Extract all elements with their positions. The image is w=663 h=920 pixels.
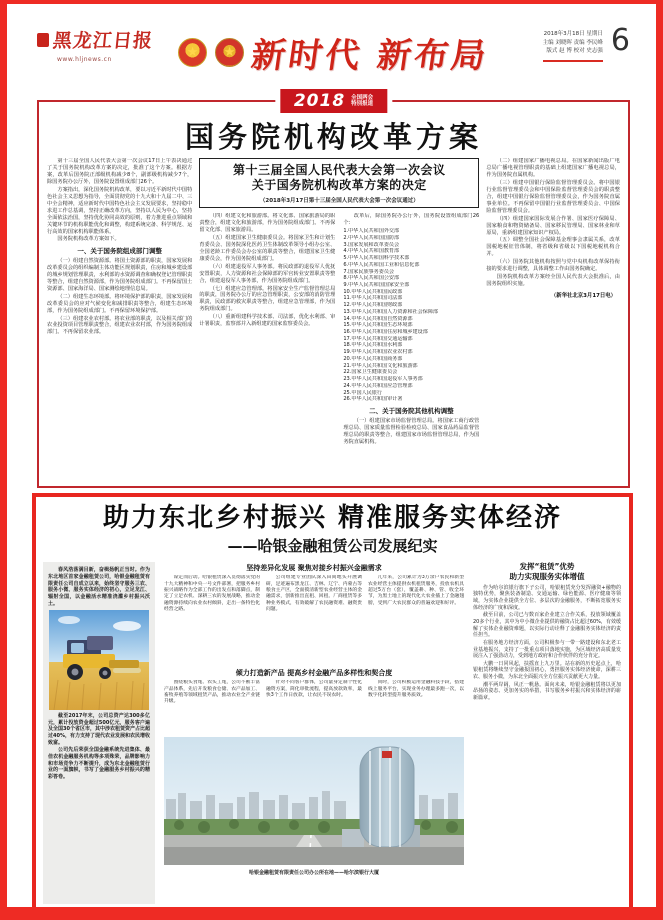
right-heading-line1: 发挥“租赁”优势 [519, 562, 575, 572]
top-column-1 [47, 158, 192, 466]
left-paras [48, 713, 150, 780]
top-middle-columns [199, 213, 479, 466]
bottom-left-column [43, 562, 155, 904]
bottom-article-columns [43, 562, 622, 904]
masthead [7, 4, 656, 84]
paragraph: 潮平两岸阔，风正一帆悬。面向未来，哈银金融租赁将以更加昂扬的姿态、更加务实的举措，书写服务乡村振兴和实体经济的崭新篇章。 [473, 681, 621, 702]
top-article [37, 91, 630, 488]
ministry-item: 21.中华人民共和国文化和旅游部 [343, 362, 418, 369]
sec2-col2 [266, 680, 362, 734]
top-article-columns [47, 158, 620, 466]
bottom-middle-column [164, 562, 464, 904]
paragraph: 公司先后荣获全国金融系统先进集体、最佳农机金融服务机构等多项殊荣，品牌影响力和市场竞争力不断提升，成为东北金融租赁行业的一面旗帜，书写了金融服务乡村振兴的精彩答卷。 [48, 747, 150, 780]
right-paras [473, 585, 621, 702]
paragraph: （一）组建国家市场监督管理总局。将国家工商行政管理总局、国家质量监督检验检疫总局、国家食品药品监督管理总局的职责等整合，组建国家市场监督管理总局，作为国务院直属机构。 [343, 417, 480, 445]
col4-paras [486, 158, 620, 287]
photo-caption: 哈银金融租赁有限责任公司办公所在地——哈尔滨银行大厦 [248, 870, 379, 877]
masthead-left [37, 26, 177, 63]
paragraph: 作为哈尔滨银行旗下子公司，哈银租赁充分发挥融资+融物的独特优势，聚焦装备制造、交通运输、绿色能源、医疗健康等领域，为实体企业提供全方位、多层次的金融服务，不断拓宽服务实体经济的广度和深度。 [473, 584, 621, 611]
ministry-item: 3.国家发展和改革委员会 [343, 241, 400, 248]
badge-lines [351, 95, 373, 108]
paragraph: 国务院机构改革方案经全国人民代表大会批准后，由国务院组织实施。 [486, 273, 620, 287]
ministry-item: 5.中华人民共和国科学技术部 [343, 255, 410, 262]
ministry-item: 6.中华人民共和国工业和信息化部 [343, 261, 420, 268]
edition-meta [543, 30, 603, 62]
harvester-photo [48, 610, 150, 710]
sec1-col3 [368, 575, 464, 667]
page-number: 6 [610, 23, 630, 58]
ministry-item: 16.中华人民共和国住房和城乡建设部 [343, 329, 428, 336]
paragraph: （五）调整全国社会保障基金理事会隶属关系，改革国税地税征管体制，将省级和省级以下国税地税机构合并。 [486, 237, 620, 258]
sec2-col1 [164, 680, 260, 734]
ministry-item: 13.中华人民共和国人力资源和社会保障部 [343, 308, 439, 315]
ministry-item: 9.中华人民共和国国家安全部 [343, 282, 410, 288]
right-heading-line2: 助力实现服务实体增值 [509, 572, 585, 582]
ministry-item: 17.中华人民共和国交通运输部 [343, 335, 413, 342]
col3-paras-b [343, 418, 479, 446]
banner-title: 新时代 新布局 [248, 36, 492, 76]
ministry-item: 25.中国人民银行 [343, 389, 382, 396]
ministry-item: 22.国家卫生健康委员会 [343, 369, 398, 376]
paragraph: 方案指出，深化国务院机构改革，要以习近平新时代中国特色社会主义思想为指导，全面贯彻党的十九大和十九届二中、三中全会精神，适应新时代中国特色社会主义发展要求，坚持稳中求进工作总基调，坚持正确改革方向，坚持以人民为中心，坚持全面依法治国，坚持优化协同高效的原则，着力推进重点领域和关键环节的机构职能优化和调整，构建系统完备、科学规范、运行高效的国家机构职能体系。 [47, 187, 193, 235]
paragraph: （四）组建文化和旅游部。将文化部、国家旅游局的职责整合，组建文化和旅游部，作为国务院组成部门。不再保留文化部、国家旅游局。 [199, 213, 336, 234]
subhead-1: 坚持差异化发展 聚焦对接乡村振兴金融需求 [246, 564, 382, 573]
decision-line1: 第十三届全国人民代表大会第一次会议 [233, 163, 446, 178]
sec1-col1 [164, 575, 260, 667]
paragraph: （七）组建应急管理部。将国家安全生产监督管理总局的职责，国务院办公厅的应急管理职责，公安部的消防管理职责，民政部的救灾职责等整合，组建应急管理部，作为国务院组成部门。 [199, 285, 336, 313]
sec2-col3 [368, 680, 464, 734]
ministry-item: 11.中华人民共和国司法部 [343, 295, 403, 302]
paragraph: 同时，公司积极运用金融科技手段，搭建线上服务平台，实现业务办理最多跑一次，以数字化转型提升服务质效。 [368, 680, 464, 699]
ministry-item: 24.中华人民共和国应急管理部 [343, 382, 413, 389]
cppcc-emblem-icon: ★ [215, 38, 244, 67]
national-emblem-icon: ★ [178, 38, 207, 67]
paragraph: 几年来，公司累计为3万余户农民和新型农业经营主体提供农机租赁服务，投放农机具超过5万台（套），覆盖耕、种、管、收全环节，为黑土地上的现代化大农业插上了金融翅膀，受到广大农民群众的普遍欢迎和好评。 [368, 575, 464, 606]
badge-year: 2018 [293, 91, 346, 111]
ministry-item: 12.中华人民共和国财政部 [343, 302, 403, 309]
paragraph: （二）组建生态环境部。将环境保护部的职责，国家发展和改革委员会的应对气候变化和减排职责等整合，组建生态环境部，作为国务院组成部门。不再保留环境保护部。 [47, 293, 193, 314]
newspaper-url: www.hljnews.cn [57, 56, 112, 63]
paragraph: （三）组建中国银行保险监督管理委员会。将中国银行业监督管理委员会和中国保险监督管理委员会的职责整合，组建中国银行保险监督管理委员会，作为国务院直属事业单位。不再保留中国银行业监督管理委员会、中国保险监督管理委员会。 [486, 180, 620, 214]
top-column-3 [343, 213, 479, 466]
decision-line2: 关于国务院机构改革方案的决定 [251, 178, 427, 193]
ministry-item: 23.中华人民共和国退役军人事务部 [343, 376, 423, 383]
tower-shape [360, 747, 414, 847]
bottom-article [32, 493, 633, 917]
paragraph: 公司组建专业团队深入田间地头开展调研，足迹遍布黑龙江、吉林、辽宁、内蒙古等粮食主产区，全面摸清新型农业经营主体的金融需求，创新推出直租、回租、厂商租赁等多种业务模式，有效破解了农民融资难、融资贵问题。 [266, 575, 362, 613]
section2-heading: 二、关于国务院其他机构调整 [369, 406, 454, 415]
paragraph: （五）组建国家卫生健康委员会。将国家卫生和计划生育委员会、国务院深化医药卫生体制改革领导小组办公室、全国老龄工作委员会办公室的职责等整合，组建国家卫生健康委员会，作为国务院组成部门。 [199, 235, 336, 262]
paragraph: （二）组建国家广播电视总局。在国家新闻出版广电总局广播电视管理职责的基础上组建国家广播电视总局，作为国务院直属机构。 [486, 158, 620, 179]
lede-paragraph: 春风浩荡满目新，奋楫扬帆正当时。作为东北地区首家金融租赁公司，哈银金融租赁有限责任公司自成立以来，始终坚守服务三农、服务小微、服务实体经济的初心，立足龙江、辐射全国，以金融活水精准浇灌乡村振兴沃土。 [48, 567, 150, 607]
ministry-item: 1.中华人民共和国外交部 [343, 228, 400, 235]
decision-note: （2018年3月17日第十三届全国人民代表大会第一次会议通过） [259, 198, 419, 205]
bank-tower-photo [164, 737, 464, 865]
ministry-item: 8.中华人民共和国公安部 [343, 275, 400, 282]
ministry-item: 18.中华人民共和国水利部 [343, 342, 403, 349]
newspaper-title: 黑龙江日报 [51, 30, 155, 52]
paragraph: 围绕粮头食尾、农头工尾，公司不断丰富产品体系，先后开发粮食仓储、农产品加工、畜牧养殖等领域租赁产品，推动农业全产业链升级。 [164, 680, 260, 705]
top-column-2 [199, 213, 335, 466]
sec1-col2 [266, 575, 362, 667]
ministry-item: 14.中华人民共和国自然资源部 [343, 315, 413, 322]
paragraph: （一）组建自然资源部。将国土资源部的职责，国家发展和改革委员会的组织编制主体功能区规划职责，住房和城乡建设部的城乡规划管理职责，水利部的水资源调查和确权登记管理职责等整合，组建自然资源部，作为国务院组成部门。不再保留国土资源部、国家海洋局、国家测绘地理信息局。 [47, 258, 193, 292]
ministry-item: 7.国家民族事务委员会 [343, 268, 395, 275]
section1-columns [164, 575, 464, 667]
ministry-item: 26.中华人民共和国审计署 [343, 396, 403, 403]
top-column-middle [199, 158, 479, 466]
special-report-badge [280, 89, 387, 113]
right-column-heading [473, 562, 621, 582]
paragraph: （四）组建国家国际发展合作署、国家医疗保障局、国家粮食和物资储备局、国家移民管理局、国家林业和草原局，重新组建国家知识产权局。 [486, 215, 620, 236]
edition-layout: 版式 赵 博 校对 史志强 [546, 48, 603, 55]
decision-title-box [199, 158, 479, 208]
subhead-2: 倾力打造新产品 提高乡村金融产品多样性和契合度 [235, 669, 393, 678]
newspaper-seal-icon [37, 33, 49, 47]
edition-editors: 主编 刘晓晖 责编 李民峰 [542, 39, 603, 46]
paragraph: 谋定而后动。哈银租赁深入贯彻落实党的十九大精神和中央一号文件部署，把服务乡村振兴战略作为全部工作的出发点和落脚点，制定了立足农机、深耕三农的发展战略，推动金融资源持续向农业农村倾斜，走出一条特色化经营之路。 [164, 575, 260, 613]
ministry-item: 15.中华人民共和国生态环境部 [343, 322, 413, 329]
col1-paras-a [47, 158, 192, 243]
edition-date: 2018年3月18日 星期日 [543, 31, 603, 37]
section2-columns [164, 680, 464, 734]
section1-heading: 一、关于国务院组成部门调整 [77, 247, 162, 256]
masthead-right [490, 23, 630, 62]
ministries-intro: 改革后，除国务院办公厅外，国务院设置组成部门26个： [343, 213, 480, 227]
paragraph: 针对不同客户群体，公司量身定制个性化融资方案，简化审批流程，提高放款效率，最快3个工作日放款，让农民不误农时。 [266, 680, 362, 699]
paragraph: （三）组建农业农村部。将农业部的职责，以及相关部门的农业投资项目管理职责整合，组建农业农村部，作为国务院组成部门。不再保留农业部。 [47, 315, 193, 336]
ministries-list [343, 228, 479, 403]
logo-row [37, 26, 177, 53]
top-article-headline: 国务院机构改革方案 [184, 120, 482, 154]
paragraph: 在服务地方经济方面，公司积极参与一带一路建设和东北老工业基地振兴，支持了一批重点项目落地实施，为区域经济高质量发展注入了强劲动力，受到地方政府和合作伙伴的充分肯定。 [473, 639, 621, 660]
bottom-article-headline: 助力东北乡村振兴 精准服务实体经济 [102, 503, 563, 533]
paragraph: 第十三届全国人民代表大会第一次会议17日上午表决通过了关于国务院机构改革方案的决定，批准了这个方案。根据方案，改革后国务院正部级机构减少8个，副部级机构减少7个，除国务院办公厅外，国务院设置组成部门26个。 [47, 158, 193, 186]
paragraph: 截至目前，公司已与数百家企业建立合作关系，投放领域覆盖20多个行业，其中为中小微企业提供的融资占比超过60%，有效缓解了实体企业融资难题，以实际行动诠释了金融服务实体经济的责任担当。 [473, 612, 621, 639]
paragraph: （八）重新组建科学技术部、司法部，优化水利部、审计署职责，监察部并入新组建的国家监察委员会。 [199, 314, 336, 328]
ministry-item: 10.中华人民共和国民政部 [343, 288, 403, 295]
bottom-article-subtitle: ——哈银金融租赁公司发展纪实 [227, 537, 438, 556]
paragraph: （六）组建退役军人事务部。将民政部的退役军人优抚安置职责，人力资源和社会保障部的军官转业安置职责等整合，组建退役军人事务部，作为国务院组成部门。 [199, 263, 336, 284]
paragraph: （六）国务院其他机构按照与党中央机构改革保持衔接的要求进行调整，具体调整工作由国务院确定。 [486, 259, 620, 273]
top-column-4 [486, 158, 620, 466]
masthead-center [177, 26, 490, 77]
col1-paras-b [47, 258, 192, 336]
bottom-right-column [473, 562, 621, 904]
xinhua-signoff: （新华社北京3月17日电） [550, 292, 616, 299]
badge-line1: 全国两会 [351, 94, 374, 101]
ministry-item: 4.中华人民共和国教育部 [343, 248, 400, 255]
col2-paras [199, 213, 335, 328]
ministry-item: 2.中华人民共和国国防部 [343, 234, 400, 241]
paragraph: 截至2017年末，公司总资产达300多亿元，累计投放资金超过500亿元，服务客户遍及全国30个省区市，其中涉农租赁资产占比超过40%，有力支持了现代农业发展和农民增收致富。 [48, 713, 150, 746]
ministry-item: 19.中华人民共和国农业农村部 [343, 349, 413, 356]
paragraph: 国务院机构改革方案如下。 [57, 236, 120, 243]
badge-line2: 特别报道 [351, 101, 374, 107]
ministry-item: 20.中华人民共和国商务部 [343, 355, 403, 362]
paragraph: 大鹏一日同风起，扶摇直上九万里。站在新的历史起点上，哈银租赁将继续坚守金融报国初心，勇担服务实体经济使命，深耕三农、服务小微，为东北全面振兴全方位振兴贡献更大力量。 [473, 660, 621, 681]
